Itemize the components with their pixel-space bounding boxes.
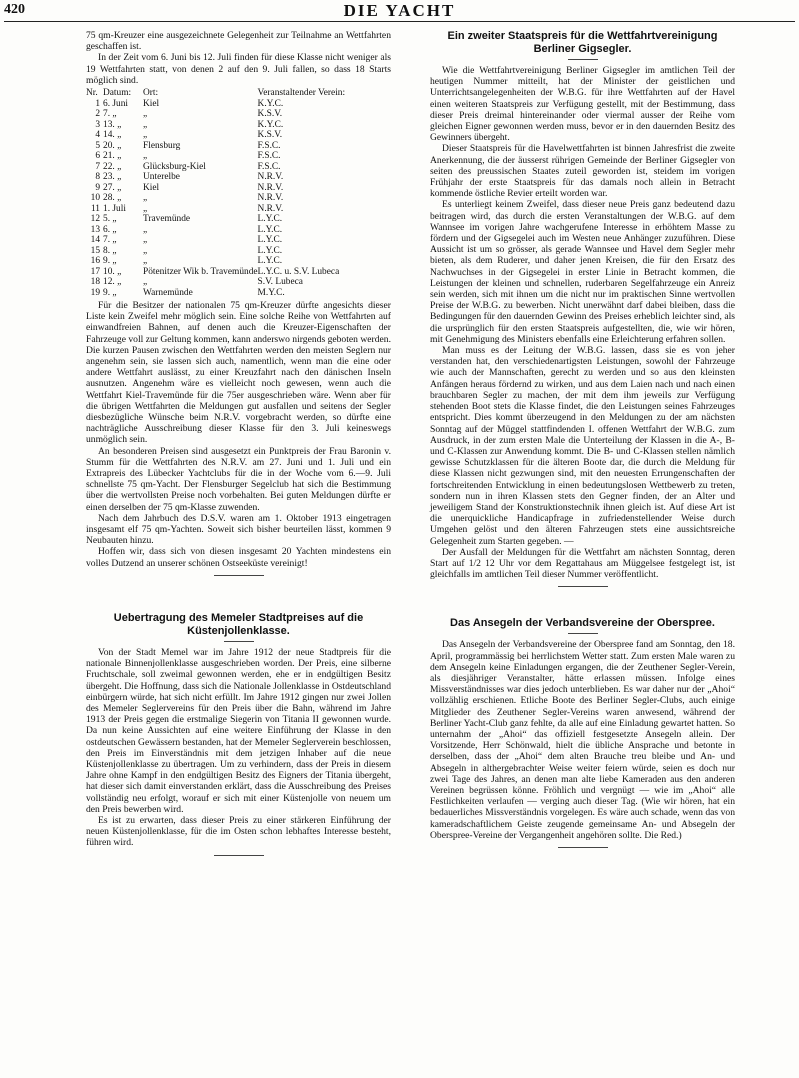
table-cell: 7 (95, 161, 100, 172)
table-cell: 10. „ (103, 266, 122, 277)
paragraph: Für die Besitzer der nationalen 75 qm-Kreuzer dürfte angesichts dieser Liste kein Zweifel mehr möglich sein. Eine solche Reihe von Wettfahrten auf einwandfreien Bahnen, auf denen auch die Kreuzer-Eigenschaften der Fahrzeuge voll zur Geltung kommen, kann anderswo nirgends geboten werden. Die kurzen Pausen zwischen den Wettfahrten werden den meisten Seglern nur angenehm sein, sie lassen sich auch, namentlich, wenn man die eine oder andere Wettfahrt auslässt, zu einer Kreuzfahrt nach den dänischen Inseln ausnutzen. Angenehm wäre es vielleicht noch gewesen, wenn auch die Wettfahrt Kiel-Travemünde für die 75er ausgeschrieben wäre. Wenn aber für die übrigen Wettfahrten die Meldungen gut ausfallen und seitens der Segler diesbezügliche Wünsche beim N.R.V. vorgebracht werden, so dürfte eine nachträgliche Ausschreibung dieser Klasse für den 3. Juli keineswegs unmöglich sein. (86, 300, 391, 446)
table-row (86, 267, 391, 278)
table-cell: 13. „ (103, 119, 122, 130)
separator (214, 855, 264, 856)
paragraph: Es ist zu erwarten, dass dieser Preis zu einer stärkeren Einführung der neuen Küstenjollenklasse, für die im Osten schon lebhaftes Interesse besteht, führen wird. (86, 814, 391, 849)
table-row (86, 235, 391, 246)
page-number: 420 (4, 2, 25, 17)
table-cell: 14. „ (103, 130, 122, 141)
table-cell: 2 (95, 109, 100, 120)
table-cell: 20. „ (103, 140, 122, 151)
masthead-title: DIE YACHT (343, 1, 456, 20)
table-cell: 4 (95, 130, 100, 141)
table-row (86, 277, 391, 288)
separator (558, 847, 608, 848)
paragraph: Dieser Staatspreis für die Havelwettfahrten ist binnen Jahresfrist die zweite Anerkennung, die der äusserst rührigen Gemeinde der Berliner Gigsegler von seiten des preussischen Staates zuteil geworden ist, steidem im vorigen Frühjahr der erste Staatspreis für das damals noch allein in Betracht kommende östliche Revier erteilt worden war. (430, 143, 735, 200)
table-cell: 28. „ (103, 193, 122, 204)
table-cell: 1 (95, 98, 100, 109)
table-cell: Warnemünde (143, 287, 193, 298)
table-cell: 7. „ (103, 235, 117, 246)
table-cell: Unterelbe (143, 172, 180, 183)
table-cell: 6. Juni (103, 98, 129, 109)
article-title: Uebertragung des Memeler Stadtpreises auf die Küstenjollenklasse. (113, 611, 364, 637)
separator (224, 641, 254, 642)
table-cell: K.Y.C. (257, 98, 284, 109)
table-cell: 8. „ (103, 245, 117, 256)
table-cell: Kiel (143, 182, 160, 193)
table-cell: 23. „ (103, 172, 122, 183)
table-cell: 9 (95, 182, 100, 193)
table-cell: L.Y.C. (257, 214, 283, 225)
table-cell: L.Y.C. (257, 235, 283, 246)
table-row (86, 288, 391, 299)
table-row (86, 204, 391, 215)
table-row (86, 99, 391, 110)
regatta-schedule-table (86, 88, 391, 298)
table-cell: „ (143, 130, 148, 141)
table-cell: 27. „ (103, 182, 122, 193)
table-cell: 1. Juli (103, 203, 126, 214)
table-cell: K.S.V. (257, 109, 283, 120)
table-row (86, 141, 391, 152)
column-header: Datum: (103, 88, 132, 99)
table-cell: K.S.V. (257, 130, 283, 141)
table-cell: 7. „ (103, 109, 117, 120)
table-header-row (86, 88, 391, 99)
table-cell: 17 (90, 266, 100, 277)
table-cell: N.R.V. (257, 172, 284, 183)
table-cell: K.Y.C. (257, 119, 284, 130)
paragraph: Wie die Wettfahrtvereinigung Berliner Gigsegler im amtlichen Teil der heutigen Nummer mitteilt, hat der Minister der geistlichen und Unterrichtsangelegenheiten der W.B.G. für ihre Wettfahrten auf der Havel einen weiteren Staatspreis zur Verfügung gestellt, mit der Bestimmung, dass dieser Preis dreimal hintereinander oder viermal ausser der Reihe vom gleichen Eigner gewonnen werden muss, bevor er in den dauernden Besitz des Gewinners übergeht. (430, 65, 735, 144)
table-cell: L.Y.C. (257, 256, 283, 267)
paragraph: Von der Stadt Memel war im Jahre 1912 der neue Stadtpreis für die nationale Binnenjollenklasse ausgeschrieben worden. Der Preis, eine silberne Fruchtschale, soll zweimal gewonnen werden, ehe er in endgültigen Besitz übergeht. Die Hoffnung, dass sich die Nationale Jollenklasse in Ostdeutschland einbürgern würde, hat sich nicht erfüllt. Im Jahre 1912 gingen nur zwei Jollen des Memeler Seglervereins für den Preis über die Bahn, während im Jahre 1913 der Preis gegen die erstmalige Siegerin von Titania II gewonnen wurde. Da nun keine Aussichten auf eine weitere Einführung der Klasse in den ostdeutschen Gewässern bestanden, hat der Memeler Seglerverein beschlossen, den Preis im Einverständnis mit dem jetzigen Inhaber auf die neue Küstenjollenklasse zu übertragen. Um zu verhindern, dass der Preis in diesem Jahre ohne Kampf in den endgültigen Besitz des Eigners der Titania übergeht, hat dieser sich damit einverstanden erklärt, dass die Ausschreibung des Preises vollständig neu erfolgt, worauf er sich mit einer Küstenjolle von neuem um den Preis bewerben wird. (86, 646, 391, 815)
left-column (86, 30, 391, 862)
table-cell: 12 (90, 214, 100, 225)
column-header: Veranstaltender Verein: (257, 88, 346, 99)
page-header (0, 0, 799, 22)
table-cell: L.Y.C. (257, 224, 283, 235)
separator (558, 586, 608, 587)
table-cell: 3 (95, 119, 100, 130)
table-cell: F.S.C. (257, 151, 281, 162)
table-cell: „ (143, 224, 148, 235)
table-cell: 21. „ (103, 151, 122, 162)
column-header: Nr. (86, 88, 98, 99)
table-row (86, 151, 391, 162)
paragraph: An besonderen Preisen sind ausgesetzt ein Punktpreis der Frau Baronin v. Stumm für die Wettfahrten des N.R.V. am 27. Juni und 1. Juli und ein Extrapreis des Lübecker Yachtclubs für die in der Woche vom 6.—9. Juli schnellste 75 qm-Yacht. Der Flensburger Segelclub hat sich die Bestimmung über die wertvollsten Preise noch vorbehalten. Bei guten Meldungen dürfte er einen derselben der 75 qm-Klasse zuwenden. (86, 445, 391, 513)
table-cell: 9. „ (103, 287, 117, 298)
table-row (86, 109, 391, 120)
paragraph: Das Ansegeln der Verbandsvereine der Oberspree fand am Sonntag, den 18. April, programmässig bei herrlichstem Wetter statt. Zum ersten Male waren zu dem Ansegeln keine Einladungen ergangen, die der Zeuthener Segler-Verein, als diesjähriger Veranstalter, hätte erlassen müssen. Infolge eines Missverständnisses war dies jedoch unterblieben. Es war daher nur der „Ahoi“ vollzählig erschienen. Etliche Boote des Berliner Segler-Clubs, auch einige Mitglieder des Zeuthener Segler-Vereins waren anwesend, während der Berliner Yacht-Club ganz fehlte, da alle auf eine Einladung gewartet hatten. So unternahm der „Ahoi“ das offiziell festgesetzte Ansegeln allein. Der Vorsitzende, Herr Schönwald, hielt die übliche Ansprache und betonte in derselben, dass der „Ahoi“ dem alten Brauche treu bleibe und An- und Absegeln in althergebrachter Weise weiter feiern würde, seien es doch nur zwei Tage des Jahres, an denen man alte liebe Kameraden aus den anderen Vereinen begrüssen könne. Fröhlich und vergnügt — wie im „Ahoi“ alle Festlichkeiten verlaufen — verging auch dieser Tag. (Wie wir hören, hat ein bedauerliches Missverständnis vorgelegen. Es wäre auch schade, wenn das von kameradschaftlichem Geiste zeugende gemeinsame An- und Absegeln der Oberspree-Vereine der Vergangenheit angehören sollte. Die Red.) (430, 639, 735, 841)
paragraph: Man muss es der Leitung der W.B.G. lassen, dass sie es von jeher verstanden hat, den verschiedenartigsten Leistungen, sowohl der Fahrzeuge wie auch der Mannschaften, gerecht zu werden und so aus den kleinsten Anfängen heraus fördernd zu wirken, und aus dem Laien nach und nach einen brauchbaren Segler zu machen, der mit dem ihm jeweils zur Verfügung stehenden Boot stets die Klasse findet, die den Leistungen seines Fahrzeuges entspricht. Dies kommt überzeugend in den Meldungen zu der am nächsten Sonntag auf der Müggel stattfindenden I. offenen Wettfahrt der W.B.G. zum Ausdruck, in der zum ersten Male die Unterteilung der Klassen in die A-, B- und C-Klassen zur Anwendung kommt. Die B- und C-Klassen stellen nämlich gewisse Schutzklassen für die älteren Boote dar, die durch die Meldung für diese Klassen nicht gezwungen sind, mit den neuesten Errungenschaften der fortschreitenden Entwicklung in einen bedeutungslosen Wettbewerb zu treten, sondern nun in ihren Klassen stets den Gegner finden, der an Alter und jeweiligem Stand der Konstruktionstechnik ihnen gleich ist. Auf diese Art ist die unerquickliche Handicapfrage in zufriedenstellender Weise durch Umgehen gelöst und den älteren Fahrzeugen stets eine aussichtsreiche Gelegenheit zum Starten gegeben. — (430, 345, 735, 547)
table-row (86, 225, 391, 236)
table-cell: 6. „ (103, 224, 117, 235)
table-row (86, 172, 391, 183)
table-cell: 18 (90, 277, 100, 288)
spacer (86, 582, 391, 612)
article-title: Das Ansegeln der Verbandsvereine der Oberspree. (450, 617, 715, 630)
table-cell: 5. „ (103, 214, 117, 225)
table-cell: Glücksburg-Kiel (143, 161, 206, 172)
table-cell: 8 (95, 172, 100, 183)
table-cell: L.Y.C. u. S.V. Lubeca (257, 266, 340, 277)
table-cell: 12. „ (103, 277, 122, 288)
table-cell: 6 (95, 151, 100, 162)
separator (568, 633, 598, 634)
separator (214, 575, 264, 576)
paragraph: In der Zeit vom 6. Juni bis 12. Juli finden für diese Klasse nicht weniger als 19 Wettfahrten statt, von denen 2 auf den 9. Juli fallen, so dass 18 Starts möglich sind. (86, 52, 391, 86)
table-cell: Flensburg (143, 140, 181, 151)
table-cell: 22. „ (103, 161, 122, 172)
header-rule (4, 21, 795, 22)
table-cell: „ (143, 193, 148, 204)
table-cell: „ (143, 256, 148, 267)
table-cell: Kiel (143, 98, 160, 109)
table-cell: L.Y.C. (257, 245, 283, 256)
separator (568, 59, 598, 60)
table-body (86, 99, 391, 299)
table-cell: „ (143, 109, 148, 120)
table-cell: 19 (90, 287, 100, 298)
table-row (86, 214, 391, 225)
table-cell: 16 (90, 256, 100, 267)
paragraph: 75 qm-Kreuzer eine ausgezeichnete Gelegenheit zur Teilnahme an Wettfahrten geschaffen ist. (86, 30, 391, 53)
table-cell: 11 (90, 203, 100, 214)
table-cell: M.Y.C. (257, 287, 285, 298)
table-cell: „ (143, 151, 148, 162)
table-cell: N.R.V. (257, 182, 284, 193)
spacer (430, 593, 735, 617)
column-header: Ort: (143, 88, 159, 99)
table-cell: „ (143, 245, 148, 256)
paragraph: Nach dem Jahrbuch des D.S.V. waren am 1. Oktober 1913 eingetragen insgesamt elf 75 qm-Yachten. Soweit sich bisher beurteilen lässt, kommen 9 Neubauten hinzu. (86, 512, 391, 547)
table-row (86, 162, 391, 173)
table-cell: 10 (90, 193, 100, 204)
table-cell: „ (143, 277, 148, 288)
table-row (86, 183, 391, 194)
table-cell: „ (143, 235, 148, 246)
table-cell: N.R.V. (257, 193, 284, 204)
table-cell: 13 (90, 224, 100, 235)
table-cell: 5 (95, 140, 100, 151)
paragraph: Der Ausfall der Meldungen für die Wettfahrt am nächsten Sonntag, deren Start auf 1/2 12 Uhr vor dem Regattahaus am Müggelsee festgelegt ist, ist gleichfalls im amtlichen Teil dieser Nummer veröffentlicht. (430, 546, 735, 581)
table-cell: 14 (90, 235, 100, 246)
table-cell: „ (143, 203, 148, 214)
table-cell: Pötenitzer Wik b. Travemünde (143, 266, 258, 277)
table-cell: 9. „ (103, 256, 117, 267)
table-cell: F.S.C. (257, 161, 281, 172)
table-row (86, 120, 391, 131)
table-row (86, 130, 391, 141)
table-row (86, 246, 391, 257)
table-cell: S.V. Lubeca (257, 277, 303, 288)
table-row (86, 193, 391, 204)
table-cell: N.R.V. (257, 203, 284, 214)
paragraph: Hoffen wir, dass sich von diesen insgesamt 20 Yachten mindestens ein volles Dutzend an unserer schönen Ostseeküste vereinigt! (86, 546, 391, 569)
article-title: Ein zweiter Staatspreis für die Wettfahrtvereinigung Berliner Gigsegler. (447, 30, 718, 55)
table-cell: 15 (90, 245, 100, 256)
table-cell: „ (143, 119, 148, 130)
right-column (430, 30, 735, 854)
table-row (86, 256, 391, 267)
paragraph: Es unterliegt keinem Zweifel, dass dieser neue Preis ganz bedeutend dazu beitragen wird, das durch die ersten Veranstaltungen der W.B.G. auf dem Wannsee im vorigen Jahre wachgerufene Interesse in erhöhtem Masse zu fördern und der Gigsegelei auch im Westen neue Anhänger zuzuführen. Diese Aussicht ist um so grösser, als gerade Wannsee und Havel dem Segler mehr bieten, als dem Ruderer, und daher jenen Kreisen, die für den Ersatz des Nachwuchses in der Gigsegelei in erster Linie in Betracht kommen, die Leistungen der kleinen und schnellen, ruderbaren Segelfahrzeuge ein Anreiz sein werden, sich mit ihnen um die nicht nur im praktischen Sinne wertvollen Preise der W.B.G. zu bewerben. Nicht unerwähnt darf dabei bleiben, dass die Bedingungen für den dauernden Gewinn des Preises erheblich leichter sind, als die ursprünglich für den ersten Staatspreis aufgestellten, die, wie wir hören, mit Genehmigung des Ministers ebenfalls eine Erleichterung erfahren sollen. (430, 199, 735, 345)
table-cell: Travemünde (143, 214, 191, 225)
table-cell: F.S.C. (257, 140, 281, 151)
